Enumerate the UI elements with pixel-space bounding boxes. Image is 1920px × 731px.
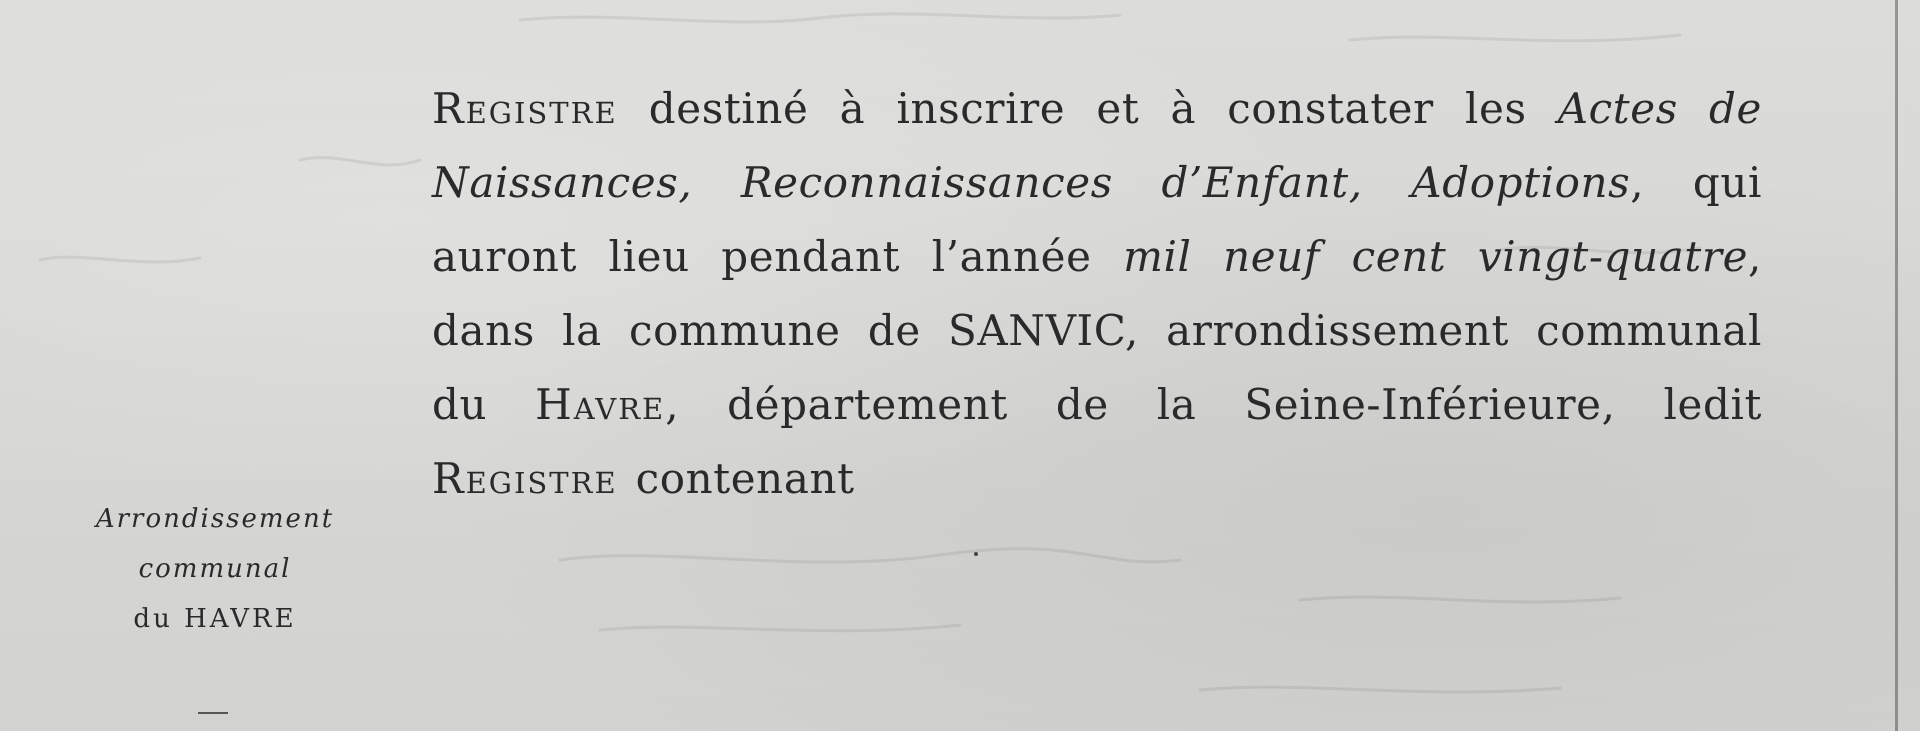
registre-word: Registre xyxy=(432,454,618,503)
margin-note xyxy=(60,494,370,644)
margin-divider xyxy=(198,712,228,714)
margin-note-line-3: du HAVRE xyxy=(133,604,297,634)
text-segment: , département de la Seine-Inférieure, ledit xyxy=(665,380,1762,429)
year-italic: mil neuf cent vingt-quatre xyxy=(1123,232,1749,281)
text-segment: destiné à inscrire et à constater les xyxy=(617,84,1558,133)
text-segment: contenant xyxy=(617,454,855,503)
register-declaration-text xyxy=(432,72,1762,516)
text-segment: , dans la commune de SANVIC, arrondissement communal du xyxy=(432,232,1762,429)
ink-speck xyxy=(974,552,978,556)
page-edge-line xyxy=(1895,0,1898,731)
margin-note-line-1: Arrondissement xyxy=(95,504,335,534)
registre-word: Registre xyxy=(432,84,618,133)
havre-word: Havre xyxy=(535,380,666,429)
act-types-italic: Actes de Naissances, Reconnaissances d’Enfant, Adoptions xyxy=(432,84,1762,207)
text-segment: , qui auront lieu pendant l’année xyxy=(432,158,1762,281)
margin-note-line-2: communal xyxy=(138,554,292,584)
